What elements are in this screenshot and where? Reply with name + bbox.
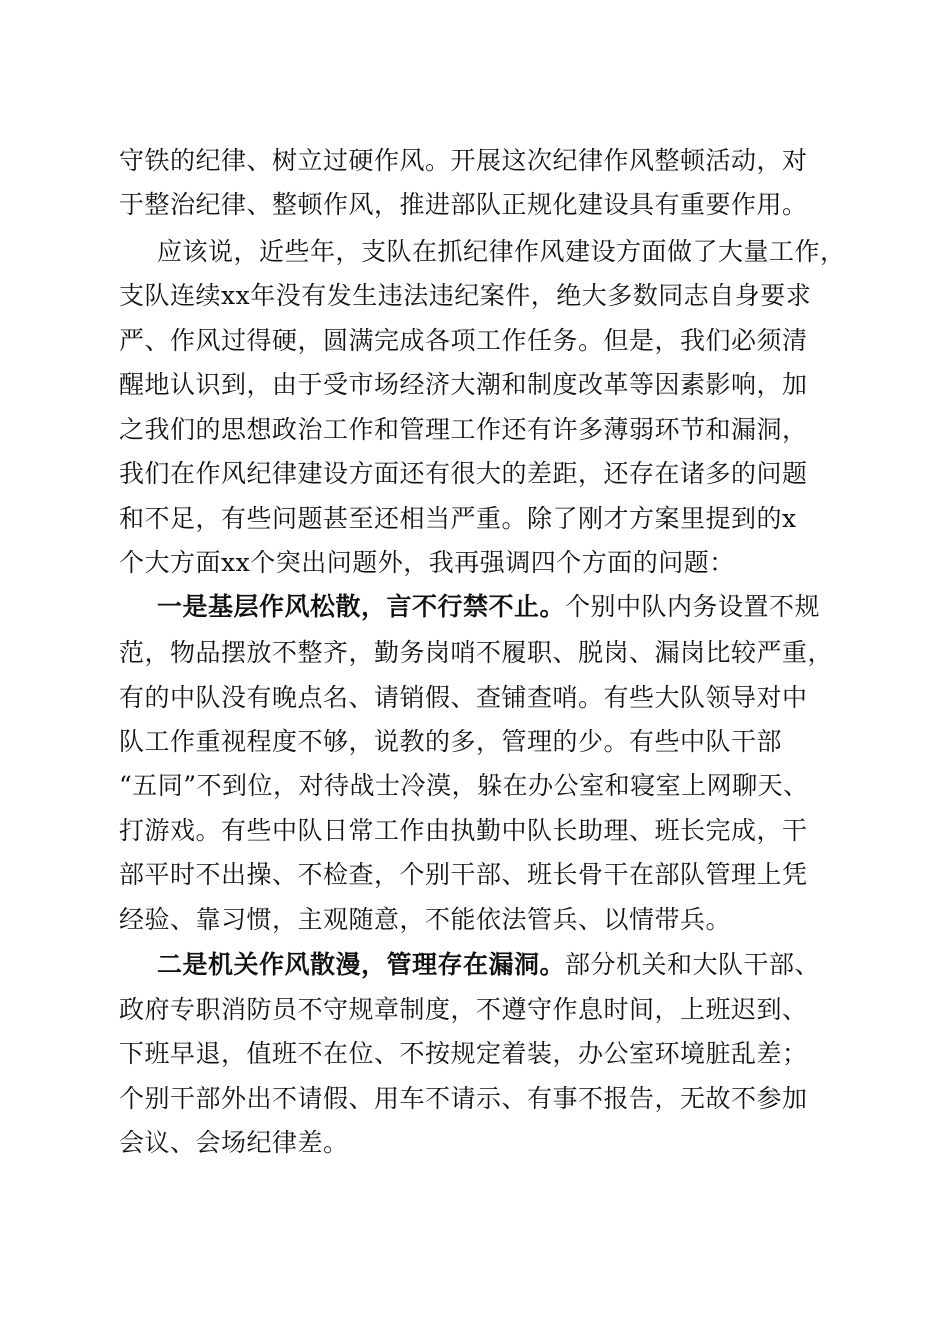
text-line: 之我们的思想政治工作和管理工作还有许多薄弱环节和漏洞， xyxy=(119,415,808,444)
text-line: 我们在作风纪律建设方面还有很大的差距，还存在诸多的问题 xyxy=(119,459,808,488)
text-line: 部平时不出操、不检查，个别干部、班长骨干在部队管理上凭 xyxy=(119,860,808,889)
text-line: 会议、会场纪律差。 xyxy=(119,1128,349,1157)
text-line: 个别干部外出不请假、用车不请示、有事不报告，无故不参加 xyxy=(119,1084,808,1113)
text-line: 醒地认识到，由于受市场经济大潮和制度改革等因素影响，加 xyxy=(119,370,808,399)
text-line: 支队连续xx年没有发生违法违纪案件，绝大多数同志自身要求 xyxy=(119,281,812,310)
text-line: 政府专职消防员不守规章制度，不遵守作息时间，上班迟到、 xyxy=(119,995,808,1024)
section-heading: 二是机关作风散漫，管理存在漏洞。 xyxy=(157,950,566,979)
text-line: 和不足，有些问题甚至还相当严重。除了刚才方案里提到的x xyxy=(119,504,797,533)
text-line: 范，物品摆放不整齐，勤务岗哨不履职、脱岗、漏岗比较严重， xyxy=(119,638,834,667)
text-line: 打游戏。有些中队日常工作由执勤中队长助理、班长完成，干 xyxy=(119,816,808,845)
text-line: 队工作重视程度不够，说教的多，管理的少。有些中队干部 xyxy=(119,727,783,756)
text-line: 守铁的纪律、树立过硬作风。开展这次纪律作风整顿活动，对 xyxy=(119,146,808,175)
section-heading: 一是基层作风松散，言不行禁不止。 xyxy=(157,592,566,621)
text-line: 经验、靠习惯，主观随意，不能依法管兵、以情带兵。 xyxy=(119,905,732,934)
text-span: 部分机关和大队干部、 xyxy=(565,950,821,979)
paragraph-first-line: 应该说，近些年，支队在抓纪律作风建设方面做了大量工作， xyxy=(157,237,846,266)
text-span: 个别中队内务设置不规 xyxy=(565,592,821,621)
text-line: 于整治纪律、整顿作风，推进部队正规化建设具有重要作用。 xyxy=(119,190,808,219)
text-line: “五同”不到位，对待战士冷漠，躲在办公室和寝室上网聊天、 xyxy=(119,771,809,800)
text-line: 有的中队没有晚点名、请销假、查铺查哨。有些大队领导对中 xyxy=(119,683,808,712)
text-line: 个大方面xx个突出问题外，我再强调四个方面的问题： xyxy=(119,548,735,577)
paragraph-first-line xyxy=(157,946,859,984)
text-line: 严、作风过得硬，圆满完成各项工作任务。但是，我们必须清 xyxy=(119,326,808,355)
text-line: 下班早退，值班不在位、不按规定着装，办公室环境脏乱差； xyxy=(119,1039,808,1068)
paragraph-first-line xyxy=(157,588,859,626)
